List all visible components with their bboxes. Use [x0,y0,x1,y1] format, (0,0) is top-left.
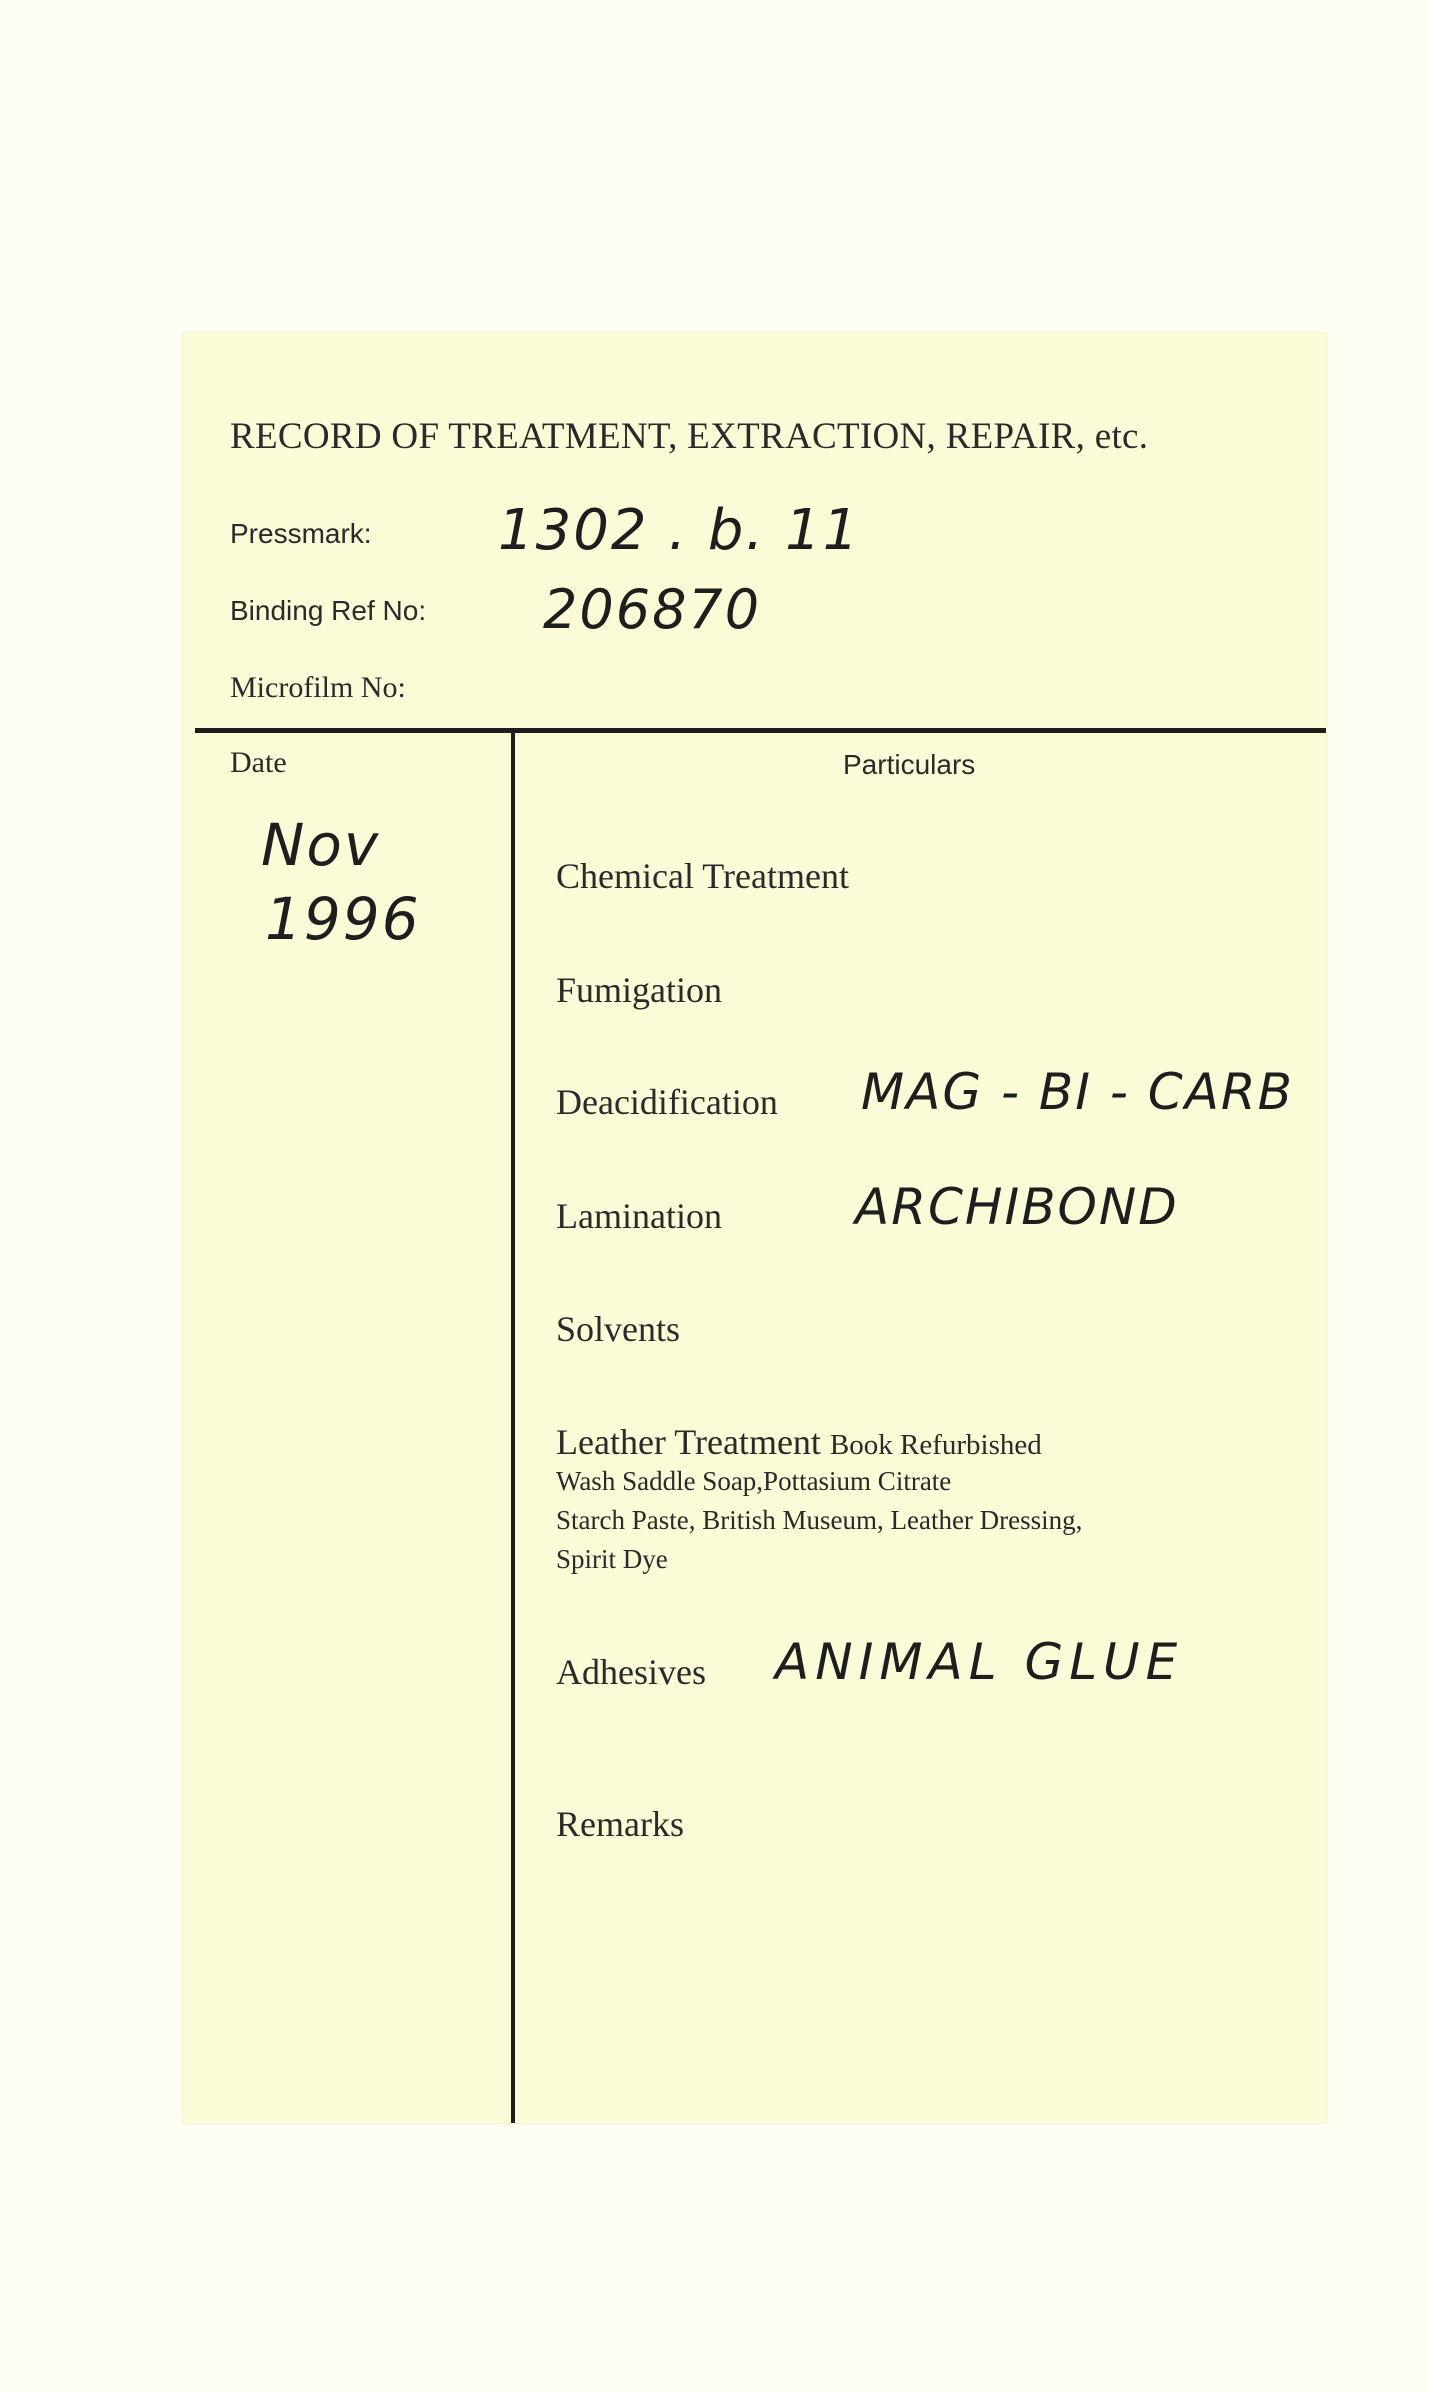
date-year: 1996 [265,885,421,953]
lamination-label: Lamination [556,1196,722,1236]
date-column-header: Date [230,746,287,779]
card-title: RECORD OF TREATMENT, EXTRACTION, REPAIR, etc. [230,416,1149,457]
particulars-column-header: Particulars [843,749,976,780]
leather-treatment-note: Book Refurbished [829,1429,1042,1461]
header-divider [195,728,1326,733]
binding-ref-value: 206870 [543,578,762,641]
leather-treatment-line-3: Starch Paste, British Museum, Leather Dressing, [556,1505,1083,1535]
fumigation-label: Fumigation [556,970,723,1010]
leather-treatment-line-2: Wash Saddle Soap,Pottasium Citrate [556,1466,952,1496]
leather-treatment-label [556,1421,1042,1463]
deacidification-value: MAG - BI - CARB [861,1063,1294,1121]
pressmark-value: 1302 . b. 11 [498,498,861,563]
deacidification-label: Deacidification [556,1082,778,1122]
adhesives-label: Adhesives [556,1652,706,1692]
date-month: Nov [261,811,381,879]
solvents-label: Solvents [556,1309,681,1349]
binding-ref-label: Binding Ref No: [230,595,427,626]
treatment-record-card [183,333,1326,2123]
remarks-label: Remarks [556,1804,684,1844]
chemical-treatment-label: Chemical Treatment [556,856,849,896]
lamination-value: ARCHIBOND [855,1178,1179,1236]
column-divider [511,731,515,2123]
microfilm-label: Microfilm No: [230,671,406,704]
adhesives-value: ANIMAL GLUE [775,1633,1184,1691]
leather-treatment-heading: Leather Treatment [556,1422,821,1462]
leather-treatment-line-4: Spirit Dye [556,1544,668,1574]
pressmark-label: Pressmark: [230,518,372,549]
